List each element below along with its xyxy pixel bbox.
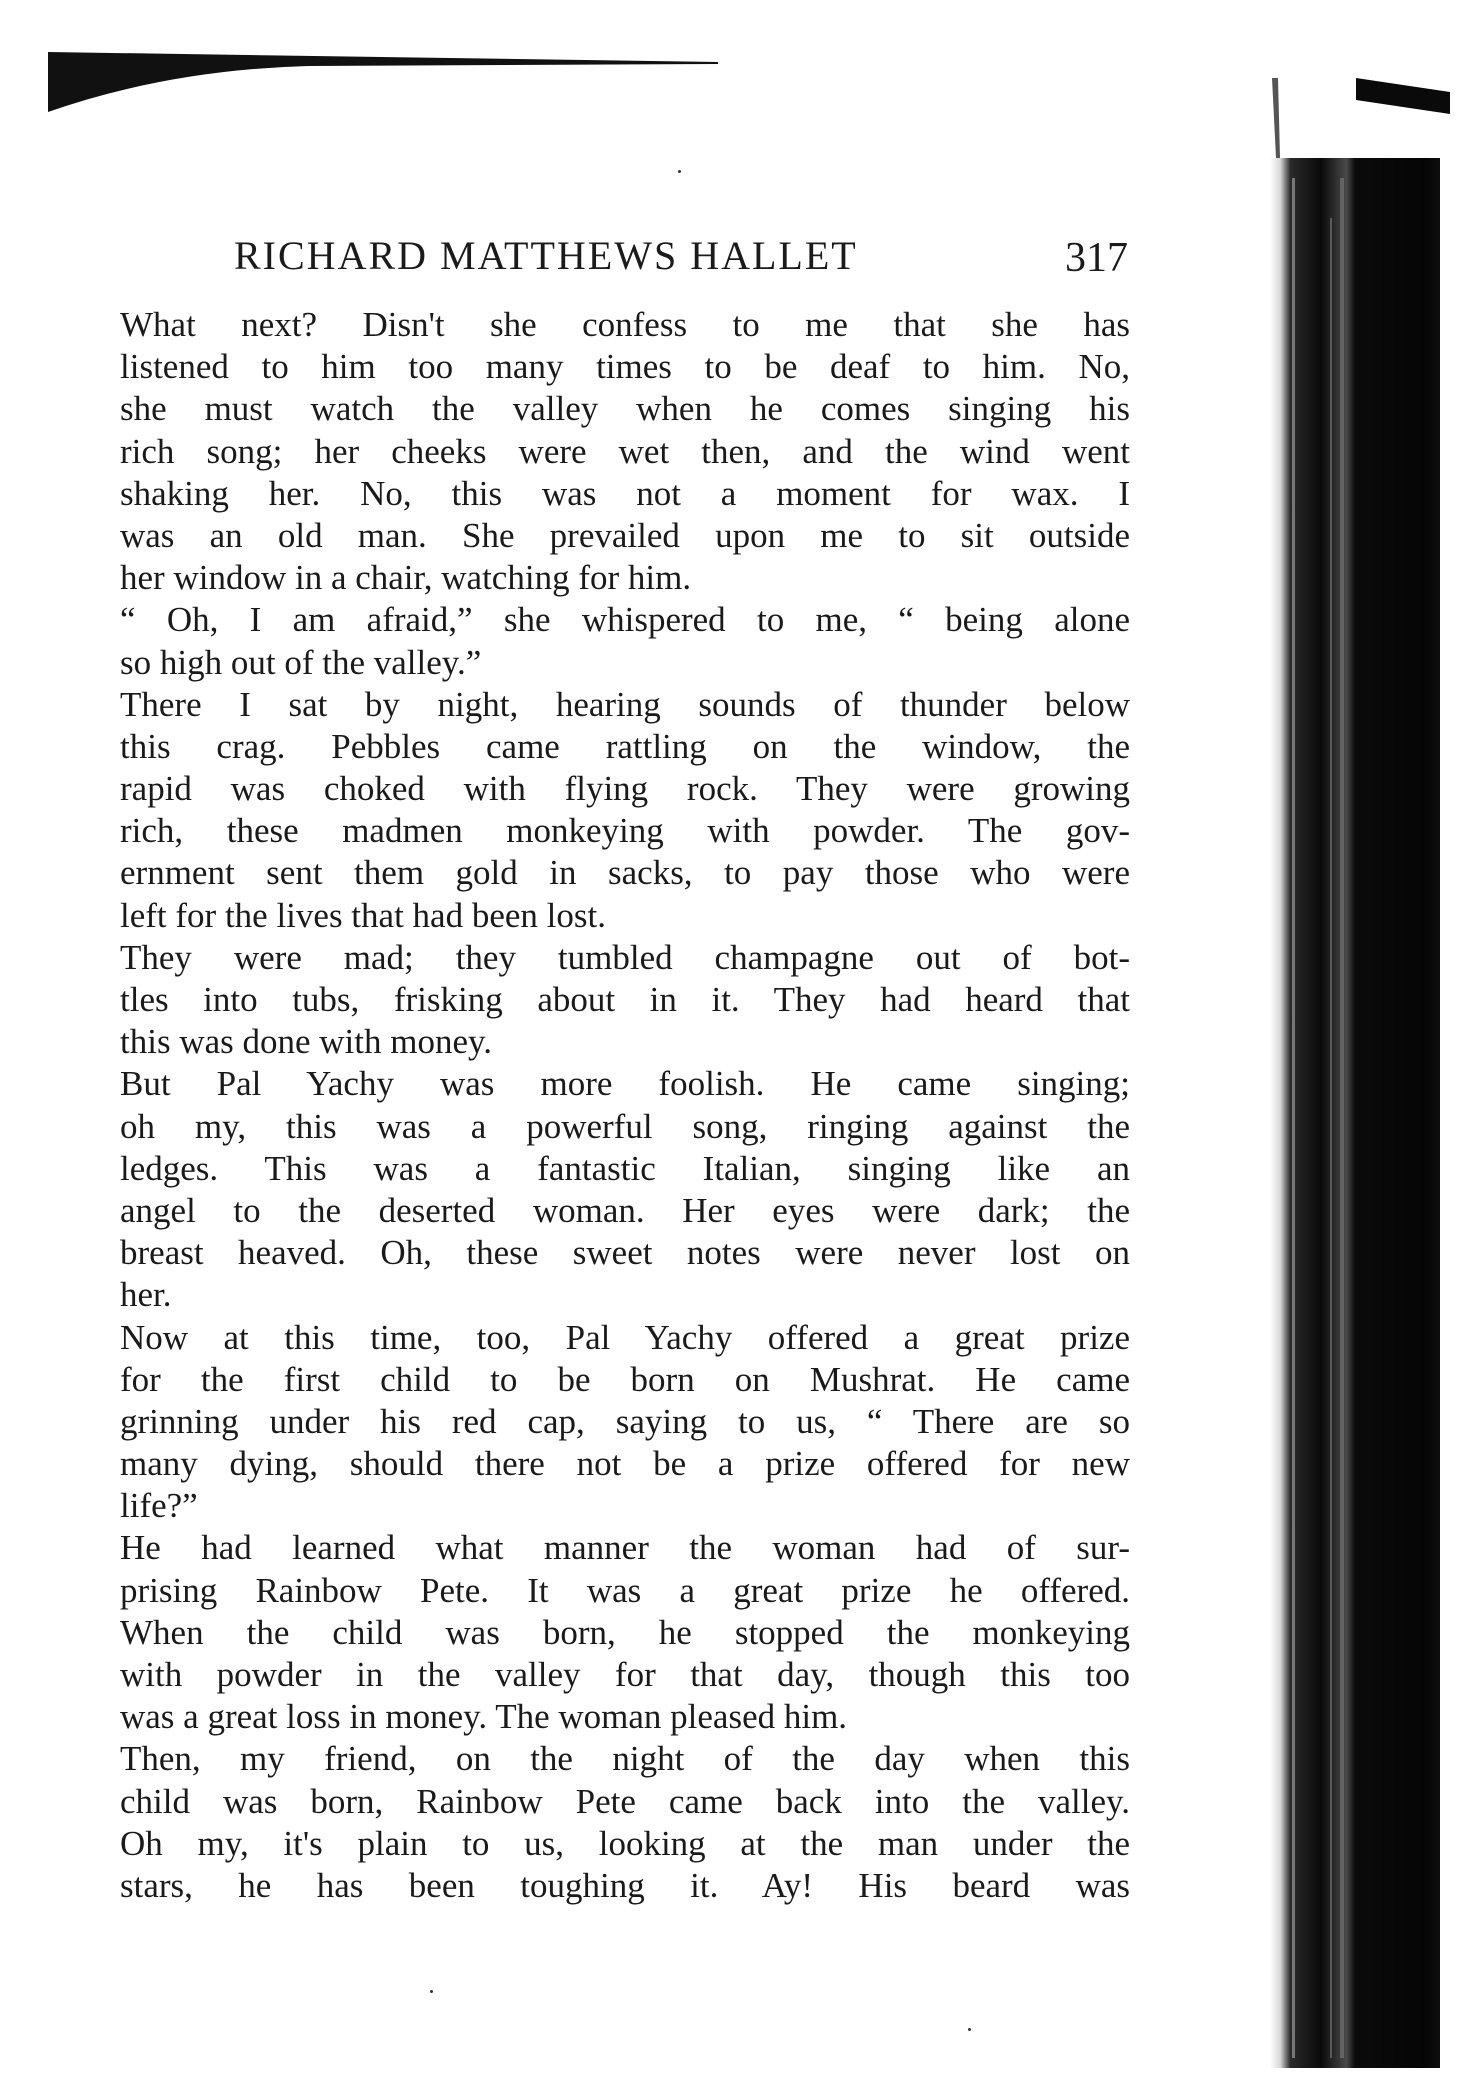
text-line: child was born, Rainbow Pete came back into the valley. [120,1781,1130,1821]
text-line: listened to him too many times to be deaf to him. No, [120,347,1130,387]
text-line: But Pal Yachy was more foolish. He came singing; [120,1064,1130,1104]
text-line: ledges. This was a fantastic Italian, singing like an [120,1148,1130,1188]
text-line: for the first child to be born on Mushrat. He came [120,1359,1130,1399]
page-number: 317 [1065,235,1128,281]
text-line: rich, these madmen monkeying with powder. The gov- [120,811,1130,851]
scan-speck [678,170,681,173]
body-text [120,304,1130,1907]
text-line: with powder in the valley for that day, though this too [120,1655,1130,1694]
scan-speck [430,1990,433,1993]
text-line: rapid was choked with flying rock. They were growing [120,769,1130,809]
text-line: stars, he has been toughing it. Ay! His beard was [120,1865,1130,1905]
text-line: was a great loss in money. The woman pleased him. [120,1697,848,1737]
text-line: breast heaved. Oh, these sweet notes were never lost on [120,1233,1130,1273]
running-head: RICHARD MATTHEWS HALLET [234,233,858,278]
text-line: “ Oh, I am afraid,” she whispered to me, “ being alone [120,600,1130,640]
text-line: this crag. Pebbles came rattling on the window, the [120,726,1130,766]
text-line: left for the lives that had been lost. [120,895,606,935]
text-line: oh my, this was a powerful song, ringing against the [120,1106,1130,1146]
text-line: ernment sent them gold in sacks, to pay those who were [120,853,1130,893]
text-line: prising Rainbow Pete. It was a great prize he offered. [120,1570,1130,1610]
text-line: Oh my, it's plain to us, looking at the man under the [120,1823,1130,1863]
text-line: life?” [120,1486,198,1526]
text-line: What next? Disn't she confess to me that she has [120,305,1130,344]
text-line: was an old man. She prevailed upon me to sit outside [120,515,1130,555]
text-line: Then, my friend, on the night of the day when this [120,1739,1130,1779]
text-line: so high out of the valley.” [120,642,482,682]
book-spine-shadow [1270,78,1450,2068]
text-line: many dying, should there not be a prize offered for new [120,1444,1130,1484]
text-line: Now at this time, too, Pal Yachy offered a great prize [120,1317,1130,1357]
scan-speck [968,2028,971,2031]
text-line: They were mad; they tumbled champagne out of bot- [120,937,1130,977]
text-line: When the child was born, he stopped the monkeying [120,1612,1130,1652]
text-line: this was done with money. [120,1022,492,1062]
text-line: her. [120,1275,172,1315]
text-line: There I sat by night, hearing sounds of thunder below [120,684,1130,724]
text-line: grinning under his red cap, saying to us, “ There are so [120,1401,1130,1441]
text-line: shaking her. No, this was not a moment for wax. I [120,473,1130,513]
text-line: she must watch the valley when he comes singing his [120,389,1130,429]
text-line: tles into tubs, frisking about in it. They had heard that [120,980,1130,1019]
text-line: He had learned what manner the woman had of sur- [120,1528,1130,1568]
page-header [118,232,1128,292]
text-line: rich song; her cheeks were wet then, and the wind went [120,431,1130,471]
text-line: angel to the deserted woman. Her eyes were dark; the [120,1190,1130,1230]
scan-shadow-top [48,52,718,122]
text-line: her window in a chair, watching for him. [120,558,692,598]
